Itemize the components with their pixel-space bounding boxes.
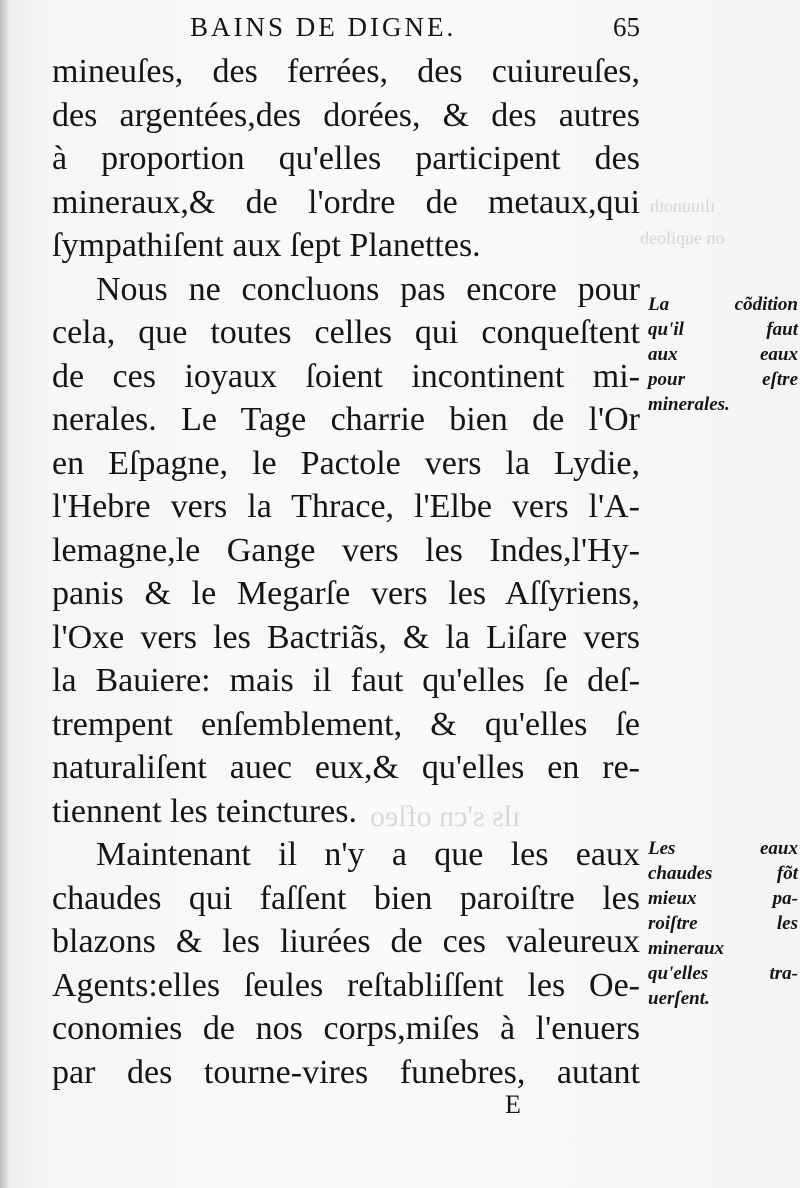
margin-note-hot-waters: [648, 836, 798, 1011]
text-line: Agents:elles ſeules reſtabliſſent les Oe-: [52, 966, 640, 1004]
page-number: 65: [613, 12, 640, 42]
text-line: mineuſes, des ferrées, des cuiureuſes,: [52, 53, 640, 90]
text-line: lemagne,le Gange vers les Indes,l'Hy-: [52, 531, 640, 569]
text-line: chaudes qui faſſent bien paroiſtre les: [52, 879, 640, 917]
text-line: blazons & les liurées de ces valeureux: [52, 923, 640, 960]
text-line: conomies de nos corps,miſes à l'enuers: [52, 1010, 640, 1047]
text-line: des argentées,des dorées, & des autres: [52, 96, 640, 134]
page-gutter-shadow: [0, 0, 10, 1188]
text-line: naturaliſent auec eux,& qu'elles en re-: [52, 749, 640, 786]
text-line: la Bauiere: mais il faut qu'elles ſe deſ-: [52, 662, 640, 699]
text-line: l'Hebre vers la Thrace, l'Elbe vers l'A-: [52, 488, 640, 525]
main-text-block: [52, 50, 640, 1094]
margin-note-line: mineraux: [648, 938, 725, 959]
signature-mark: E: [505, 1090, 521, 1119]
text-line: en Eſpagne, le Pactole vers la Lydie,: [52, 444, 640, 482]
margin-note-line: roiſtre les: [648, 913, 798, 934]
margin-note-line: pour eſtre: [648, 369, 798, 390]
page-header: [190, 12, 640, 46]
text-line: cela, que toutes celles qui conqueſtent: [52, 314, 640, 351]
text-line: panis & le Megarſe vers les Aſſyriens,: [52, 575, 640, 612]
running-title: BAINS DE DIGNE.: [190, 12, 457, 42]
margin-note-line: Les eaux: [648, 838, 798, 859]
margin-note-line: qu'il faut: [648, 319, 798, 340]
text-line: à proportion qu'elles participent des: [52, 140, 640, 177]
show-through-decoration: ıls s'cn ofleo: [370, 800, 521, 833]
text-line: de ces ioyaux ſoient incontinent mi-: [52, 357, 640, 395]
margin-note-line: chaudes fõt: [648, 863, 798, 884]
margin-note-line: aux eaux: [648, 344, 798, 365]
text-line: par des tourne-vires funebres, autant: [52, 1053, 640, 1091]
text-line: Maintenant il n'y a que les eaux: [96, 836, 640, 873]
margin-note-line: qu'elles tra-: [648, 963, 798, 984]
text-line: ſympathiſent aux ſept Planettes.: [52, 227, 481, 264]
text-line: tiennent les teinctures.: [52, 792, 357, 830]
show-through-decoration: on ɘupiloɘb: [640, 228, 725, 248]
text-line: l'Oxe vers les Bactriãs, & la Liſare vers: [52, 618, 640, 656]
margin-note-line: La cõdition: [648, 294, 798, 315]
text-line: Nous ne concluons pas encore pour: [96, 270, 640, 308]
text-line: trempent enſemblement, & qu'elles ſe: [52, 705, 640, 743]
text-line: mineraux,& de l'ordre de metaux,qui: [52, 183, 640, 221]
text-line: nerales. Le Tage charrie bien de l'Or: [52, 401, 640, 438]
margin-note-line: uerſent.: [648, 988, 710, 1009]
show-through-decoration: ılıuunoth: [650, 196, 716, 216]
margin-note-condition: [648, 292, 798, 417]
margin-note-line: minerales.: [648, 394, 730, 415]
margin-note-line: mieux pa-: [648, 888, 798, 909]
